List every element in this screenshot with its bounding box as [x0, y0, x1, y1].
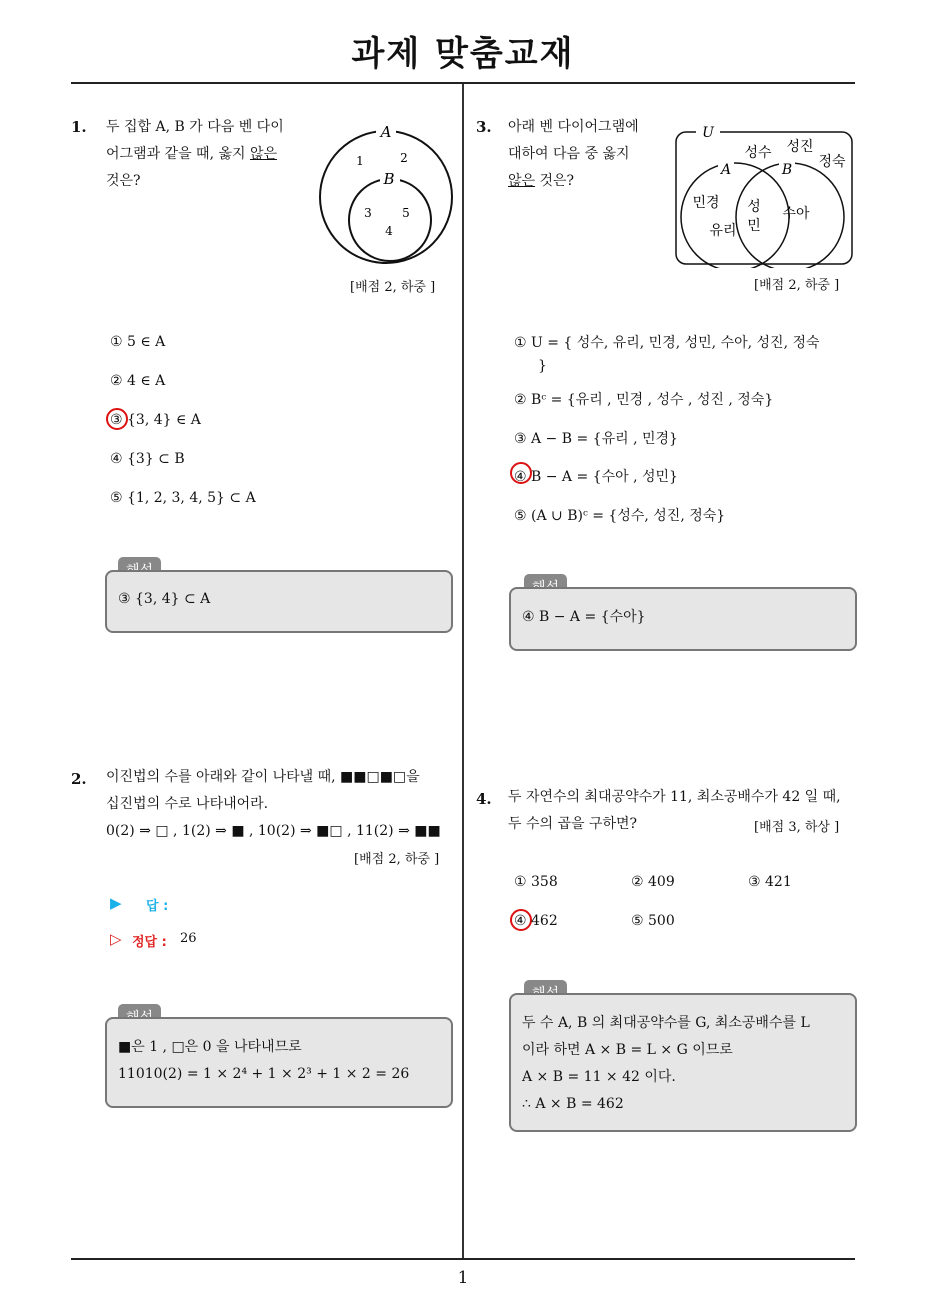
- question-text: [508, 114, 668, 195]
- footer-divider: [71, 1258, 855, 1260]
- question-line: 이진법의 수를 아래와 같이 나타낼 때, ■■□■□을: [106, 769, 420, 785]
- column-divider: [462, 84, 464, 1260]
- venn-element: 민경: [692, 195, 720, 211]
- score-meta: [배점 2, 하중 ]: [354, 852, 440, 867]
- option-3[interactable]: ③ A − B = {유리 , 민경}: [514, 431, 678, 447]
- venn-element: 3: [364, 206, 372, 220]
- venn-element: 2: [400, 151, 408, 165]
- score-meta: [배점 3, 하상 ]: [754, 820, 840, 835]
- venn-element: 성진: [786, 139, 814, 155]
- question-number: 1.: [71, 118, 87, 136]
- question-line: 두 자연수의 최대공약수가 11, 최소공배수가 42 일 때,: [508, 789, 841, 805]
- correct-value: 26: [180, 931, 197, 946]
- correct-triangle-icon: ▷: [110, 930, 122, 948]
- question-number: 3.: [476, 118, 492, 136]
- venn-diagram-universe: [672, 120, 857, 268]
- venn-element: 성수: [744, 145, 772, 161]
- solution-line: ■은 1 , □은 0 을 나타내므로: [118, 1039, 302, 1055]
- page-number: 1: [457, 1268, 469, 1288]
- option-4[interactable]: ④ {3} ⊂ B: [110, 451, 185, 467]
- option-5[interactable]: ⑤ 500: [631, 913, 675, 929]
- universe-label: U: [702, 125, 714, 141]
- answer-triangle-icon: ▶: [110, 894, 122, 912]
- solution-line: A × B = 11 × 42 이다.: [522, 1069, 676, 1085]
- question-line: 대하여 다음 중 옳지: [508, 146, 630, 162]
- venn-element: 수아: [782, 206, 810, 222]
- question-line: 두 집합 A, B 가 다음 벤 다이: [106, 119, 284, 135]
- venn-element: 유리: [709, 223, 737, 239]
- set-a-label: A: [720, 162, 732, 178]
- solution-line: ∴ A × B = 462: [522, 1096, 624, 1112]
- question-text: [106, 114, 306, 195]
- set-a-circle: [320, 131, 452, 263]
- option-2[interactable]: ② 409: [631, 874, 675, 890]
- option-2[interactable]: ② 4 ∈ A: [110, 373, 166, 389]
- underlined-word: 않은: [249, 146, 278, 162]
- set-b-label: B: [383, 170, 395, 188]
- venn-element: 성: [747, 199, 761, 215]
- question-text: [106, 764, 456, 845]
- set-a-label: A: [380, 123, 392, 141]
- question-line: 아래 벤 다이어그램에: [508, 119, 639, 135]
- answer-label: 답 :: [146, 899, 169, 914]
- question-number: 4.: [476, 790, 492, 808]
- question-line: 십진법의 수로 나타내어라.: [106, 796, 269, 812]
- binary-examples: 0(2) ⇒ □ , 1(2) ⇒ ■ , 10(2) ⇒ ■□ , 11(2) ⇒ ■■: [106, 823, 441, 839]
- solution-line: 두 수 A, B 의 최대공약수를 G, 최소공배수를 L: [522, 1015, 810, 1031]
- correct-label: 정답 :: [132, 935, 167, 950]
- question-number: 2.: [71, 770, 87, 788]
- venn-element: 정숙: [818, 154, 846, 170]
- venn-element: 1: [356, 154, 364, 168]
- venn-element: 5: [402, 206, 410, 220]
- option-3[interactable]: ③ 421: [748, 874, 792, 890]
- solution-line: ③ {3, 4} ⊂ A: [118, 591, 211, 607]
- option-3[interactable]: ③ {3, 4} ∈ A: [110, 412, 201, 428]
- option-4[interactable]: ④ 462: [514, 913, 558, 929]
- set-b-circle: [349, 179, 431, 261]
- set-a-circle: [681, 163, 789, 268]
- question-line: 것은?: [106, 173, 141, 189]
- set-b-label: B: [781, 162, 793, 178]
- solution-line: 11010(2) = 1 × 2⁴ + 1 × 2³ + 1 × 2 = 26: [118, 1066, 410, 1082]
- option-1[interactable]: ① U = { 성수, 유리, 민경, 성민, 수아, 성진, 정숙: [514, 335, 820, 351]
- page-title: 과제 맞춤교재: [351, 34, 575, 74]
- question-line: 않은 것은?: [508, 173, 575, 189]
- venn-element: 민: [747, 218, 761, 234]
- option-1[interactable]: ① 5 ∈ A: [110, 334, 166, 350]
- solution-line: 이라 하면 A × B = L × G 이므로: [522, 1042, 733, 1058]
- option-4[interactable]: ④ B − A = {수아 , 성민}: [514, 469, 678, 485]
- underlined-word: 않은: [508, 173, 536, 189]
- score-meta: [배점 2, 하중 ]: [350, 280, 436, 295]
- solution-line: ④ B − A = {수아}: [522, 609, 646, 625]
- venn-diagram: [318, 120, 458, 270]
- question-line: 두 수의 곱을 구하면?: [508, 816, 638, 832]
- option-1[interactable]: ① 358: [514, 874, 558, 890]
- question-line: 어그램과 같을 때, 옳지 않은: [106, 146, 278, 162]
- option-5[interactable]: ⑤ {1, 2, 3, 4, 5} ⊂ A: [110, 490, 256, 506]
- option-5[interactable]: ⑤ (A ∪ B)ᶜ = {성수, 성진, 정숙}: [514, 508, 726, 524]
- option-1-continued: }: [538, 358, 547, 374]
- score-meta: [배점 2, 하중 ]: [754, 278, 840, 293]
- option-2[interactable]: ② Bᶜ = {유리 , 민경 , 성수 , 성진 , 정숙}: [514, 392, 774, 408]
- venn-element: 4: [385, 224, 393, 238]
